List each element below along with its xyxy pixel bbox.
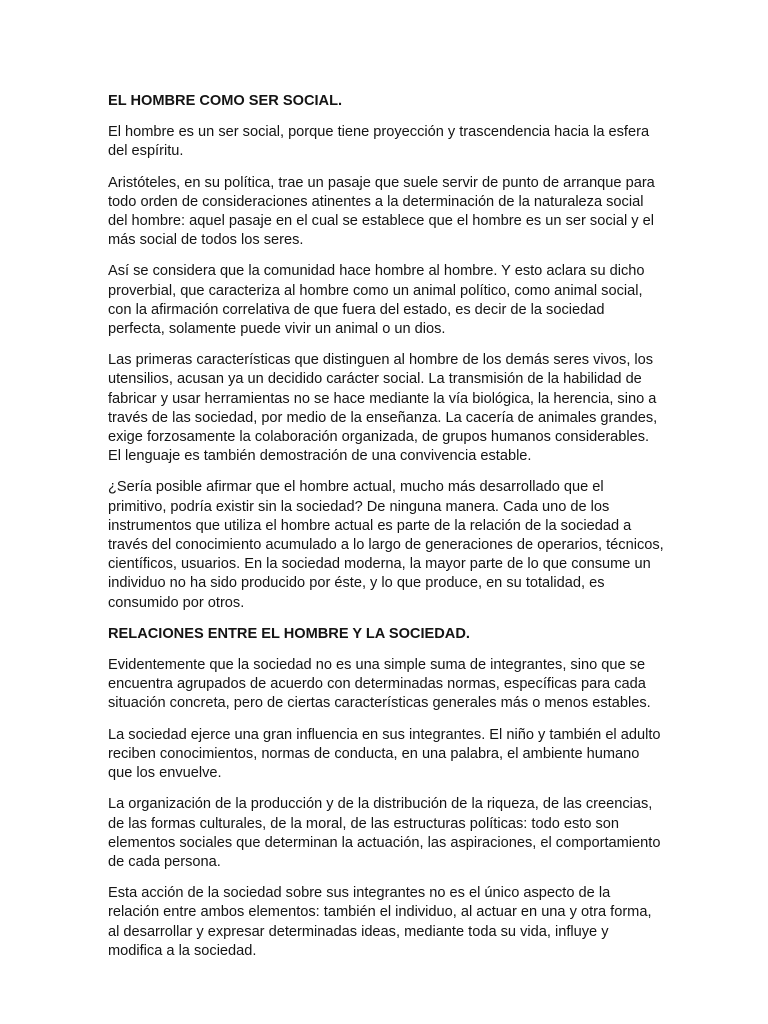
paragraph: Esta acción de la sociedad sobre sus integrantes no es el único aspecto de la relación entre ambos elementos: también el individuo, al actuar en una y otra forma, al desarrollar y expresar determinadas ideas, mediante toda su vida, influye y modifica a la sociedad. (108, 885, 652, 959)
paragraph: La organización de la producción y de la distribución de la riqueza, de las creencias, de las formas culturales, de la moral, de las estructuras políticas: todo esto son elementos sociales que determinan la actuación, las aspiraciones, el comportamiento de cada persona. (108, 796, 661, 870)
section-heading-relaciones: RELACIONES ENTRE EL HOMBRE Y LA SOCIEDAD. (108, 625, 470, 642)
paragraph: Así se considera que la comunidad hace hombre al hombre. Y esto aclara su dicho proverbial, que caracteriza al hombre como un animal político, como animal social, con la afirmación correlativa de que fuera del estado, es decir de la sociedad perfecta, solamente puede vivir un animal o un dios. (108, 263, 645, 338)
paragraph: La sociedad ejerce una gran influencia en sus integrantes. El niño y también el adulto reciben conocimientos, normas de conducta, en una palabra, el ambiente humano que los envuelve. (108, 726, 661, 782)
paragraph: El hombre es un ser social, porque tiene proyección y trascendencia hacia la esfera del espíritu. (108, 124, 650, 160)
paragraph: ¿Sería posible afirmar que el hombre actual, mucho más desarrollado que el primitivo, podría existir sin la sociedad? De ninguna manera. Cada uno de los instrumentos que utiliza el hombre actual es parte de la relación de la sociedad a través del conocimiento acumulado a lo largo de generaciones de operarios, técnicos, científicos, usuarios. En la sociedad moderna, la mayor parte de lo que consume un individuo no ha sido producido por éste, y lo que produce, en su totalidad, es consumido por otros. (108, 479, 664, 611)
section-heading-hombre-social: EL HOMBRE COMO SER SOCIAL. (108, 93, 343, 109)
paragraph: Evidentemente que la sociedad no es una simple suma de integrantes, sino que se encuentra agrupados de acuerdo con determinadas normas, específicas para cada situación concreta, pero de ciertas características generales más o menos estables. (108, 657, 651, 712)
paragraph: Las primeras características que distinguen al hombre de los demás seres vivos, los utensilios, acusan ya un decidido carácter social. La transmisión de la habilidad de fabricar y usar herramientas no se hace mediante la vía biológica, la herencia, sino a través de las sociedad, por medio de la enseñanza. La cacería de animales grandes, exige forzosamente la colaboración organizada, de grupos humanos considerables. El lenguaje es también demostración de una convivencia estable. (108, 352, 658, 465)
paragraph: Aristóteles, en su política, trae un pasaje que suele servir de punto de arranque para todo orden de consideraciones atinentes a la determinación de la naturaleza social del hombre: aquel pasaje en el cual se establece que el hombre es un ser social y el más social de todos los seres. (108, 174, 655, 249)
document-page (108, 92, 664, 973)
